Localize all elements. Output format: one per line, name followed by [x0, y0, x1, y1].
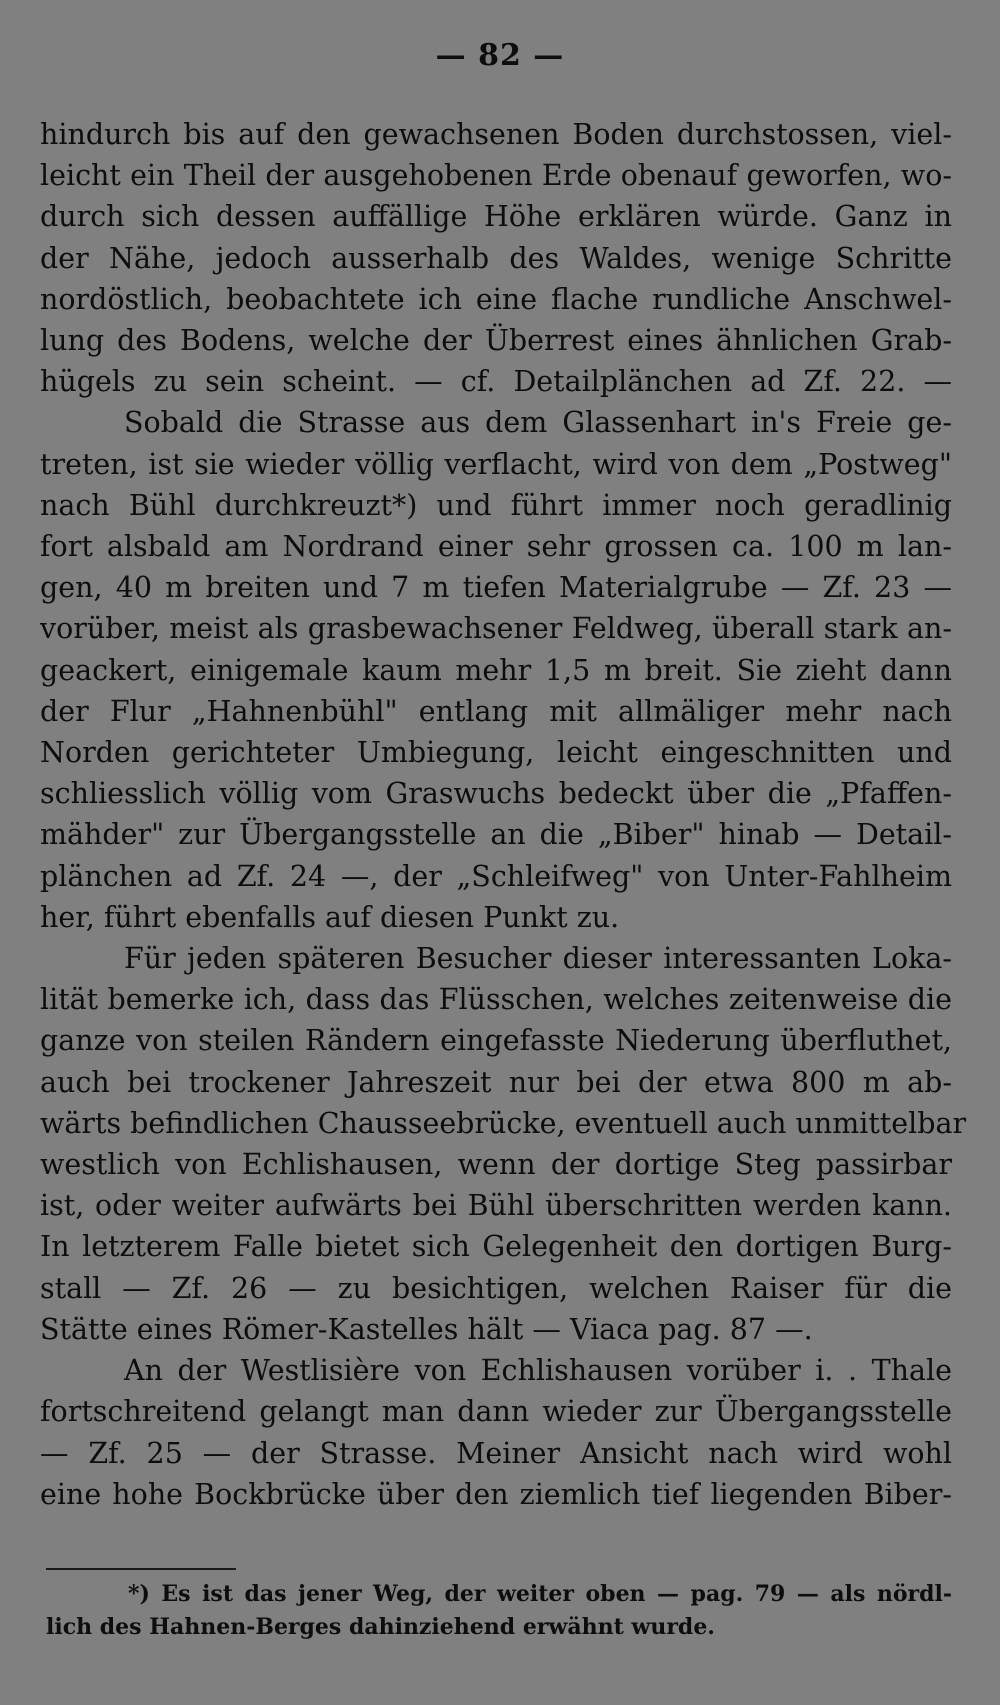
text-line: der Flur „Hahnenbühl" entlang mit allmäliger mehr nach [40, 694, 952, 728]
text-line: Sobald die Strasse aus dem Glassenhart in's Freie ge- [124, 406, 952, 440]
text-line: ganze von steilen Rändern eingefasste Niederung überfluthet, [40, 1024, 952, 1058]
text-line: treten, ist sie wieder völlig verflacht, wird von dem „Postweg" [40, 447, 952, 481]
text-line: eine hohe Bockbrücke über den ziemlich tief liegenden Biber- [40, 1477, 952, 1511]
text-line: stall — Zf. 26 — zu besichtigen, welchen Raiser für die [40, 1271, 952, 1305]
text-line: An der Westlisière von Echlishausen vorüber i. . Thale [124, 1354, 952, 1388]
text-line: Stätte eines Römer-Kastelles hält — Viaca pag. 87 —. [40, 1312, 813, 1346]
text-line: auch bei trockener Jahreszeit nur bei der etwa 800 m ab- [40, 1065, 952, 1099]
text-line: her, führt ebenfalls auf diesen Punkt zu. [40, 900, 620, 934]
text-line: schliesslich völlig vom Graswuchs bedeckt über die „Pfaffen- [40, 777, 952, 811]
page-number: — 82 — [435, 38, 565, 73]
body-text [40, 114, 967, 1515]
text-line: nordöstlich, beobachtete ich eine flache rundliche Anschwel- [40, 282, 952, 316]
text-line: vorüber, meist als grasbewachsener Feldweg, überall stark an- [40, 612, 952, 646]
footnote-line: lich des Hahnen-Berges dahinziehend erwähnt wurde. [46, 1614, 715, 1640]
footnote-line: *) Es ist das jener Weg, der weiter oben — pag. 79 — als nördl- [128, 1581, 952, 1607]
text-line: Norden gerichteter Umbiegung, leicht eingeschnitten und [40, 736, 952, 770]
text-line: lität bemerke ich, dass das Flüsschen, welches zeitenweise die [40, 983, 952, 1017]
paragraph-2 [40, 402, 952, 938]
footnote-divider [46, 1568, 236, 1570]
text-line: geackert, einigemale kaum mehr 1,5 m breit. Sie zieht dann [40, 653, 952, 687]
text-line: wärts befindlichen Chausseebrücke, eventuell auch unmittelbar [40, 1106, 967, 1140]
text-line: nach Bühl durchkreuzt*) und führt immer noch geradlinig [40, 488, 952, 522]
text-line: durch sich dessen auffällige Höhe erklären würde. Ganz in [40, 200, 952, 234]
text-line: hügels zu sein scheint. — cf. Detailplänchen ad Zf. 22. — [40, 365, 952, 399]
text-line: plänchen ad Zf. 24 —, der „Schleifweg" von Unter-Fahlheim [40, 859, 952, 893]
text-line: mähder" zur Übergangsstelle an die „Biber" hinab — Detail- [40, 818, 952, 852]
text-line: In letzterem Falle bietet sich Gelegenheit den dortigen Burg- [40, 1230, 952, 1264]
footnote [46, 1578, 952, 1644]
text-line: hindurch bis auf den gewachsenen Boden durchstossen, viel- [40, 118, 952, 151]
text-line: fortschreitend gelangt man dann wieder zur Übergangsstelle [40, 1395, 952, 1429]
paragraph-1 [40, 114, 952, 402]
paragraph-4 [40, 1350, 952, 1515]
text-line: westlich von Echlishausen, wenn der dortige Steg passirbar [40, 1148, 952, 1182]
text-line: gen, 40 m breiten und 7 m tiefen Materialgrube — Zf. 23 — [40, 571, 952, 605]
paragraph-3 [40, 938, 967, 1350]
text-line: ist, oder weiter aufwärts bei Bühl überschritten werden kann. [40, 1189, 952, 1223]
text-line: leicht ein Theil der ausgehobenen Erde obenauf geworfen, wo- [40, 159, 952, 193]
text-line: Für jeden späteren Besucher dieser interessanten Loka- [124, 942, 952, 976]
text-line: fort alsbald am Nordrand einer sehr grossen ca. 100 m lan- [40, 530, 952, 564]
text-line: lung des Bodens, welche der Überrest eines ähnlichen Grab- [40, 324, 952, 358]
text-line: der Nähe, jedoch ausserhalb des Waldes, wenige Schritte [40, 241, 952, 275]
text-line: — Zf. 25 — der Strasse. Meiner Ansicht nach wird wohl [40, 1436, 952, 1470]
